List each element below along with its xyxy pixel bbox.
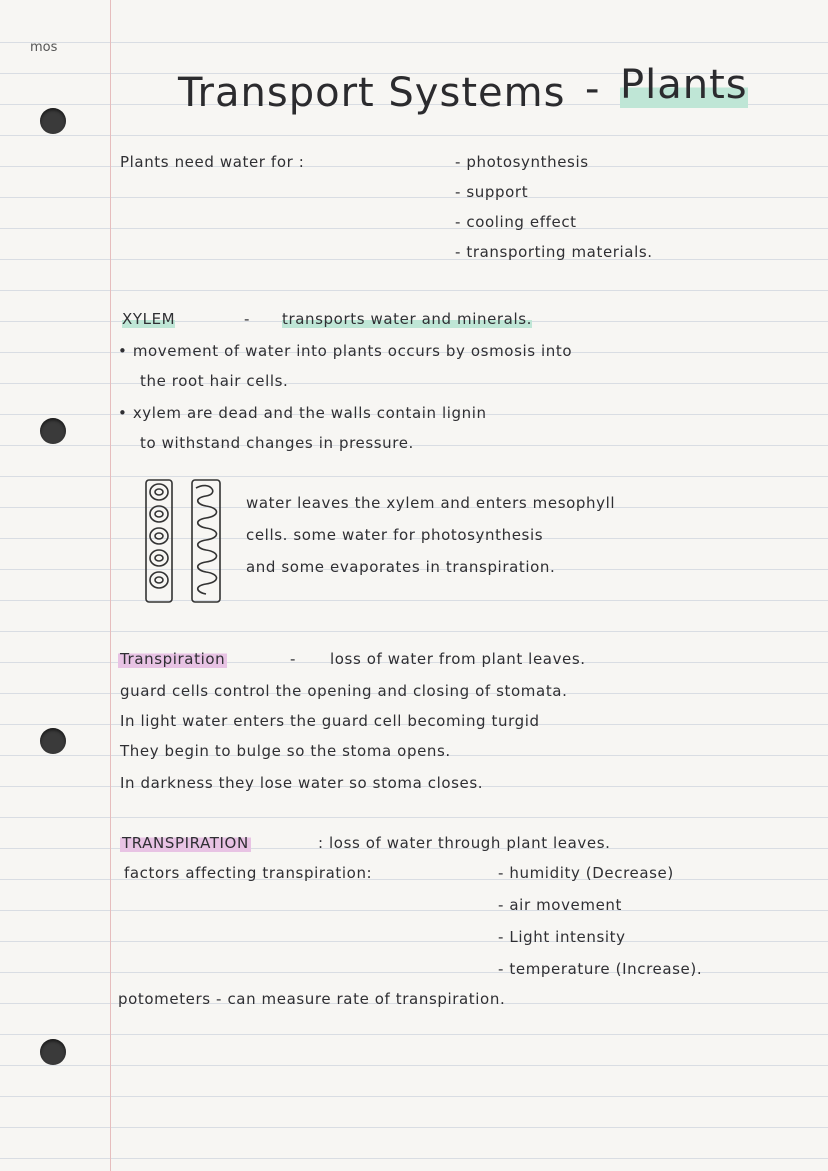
diagram-caption: and some evaporates in transpiration.	[246, 558, 556, 576]
intro-item: - support	[455, 183, 529, 201]
title-subject: Plants	[620, 62, 748, 108]
factors-heading-desc: : loss of water through plant leaves.	[318, 834, 611, 852]
transpiration-text: In light water enters the guard cell becoming turgid	[120, 712, 540, 730]
xylem-vessel-drawing	[140, 476, 230, 606]
transpiration-text: They begin to bulge so the stoma opens.	[120, 742, 451, 760]
title-dash: -	[585, 66, 601, 112]
intro-item: - cooling effect	[455, 213, 577, 231]
transpiration-text: In darkness they lose water so stoma closes.	[120, 774, 484, 792]
xylem-text: to withstand changes in pressure.	[140, 434, 414, 452]
factor-item: - air movement	[498, 896, 622, 914]
factor-item: - Light intensity	[498, 928, 626, 946]
xylem-heading-desc: transports water and minerals.	[282, 310, 533, 328]
xylem-dash: -	[244, 310, 251, 328]
corner-tag: mos	[30, 40, 58, 55]
xylem-text: • movement of water into plants occurs by osmosis into	[118, 342, 573, 360]
factors-heading: TRANSPIRATION	[122, 834, 249, 852]
factor-item: - temperature (Increase).	[498, 960, 703, 978]
transpiration-heading: Transpiration	[120, 650, 226, 668]
page-title: Transport Systems	[178, 70, 566, 116]
punch-hole	[40, 1039, 66, 1065]
punch-hole	[40, 728, 66, 754]
intro-item: - photosynthesis	[455, 153, 589, 171]
diagram-caption: cells. some water for photosynthesis	[246, 526, 544, 544]
transpiration-text: guard cells control the opening and closing of stomata.	[120, 682, 568, 700]
diagram-caption: water leaves the xylem and enters mesophyll	[246, 494, 616, 512]
factors-lead: factors affecting transpiration:	[124, 864, 373, 882]
margin-line	[110, 0, 111, 1171]
xylem-heading: XYLEM	[122, 310, 176, 328]
punch-hole	[40, 418, 66, 444]
xylem-text: • xylem are dead and the walls contain lignin	[118, 404, 487, 422]
transpiration-dash: -	[290, 650, 297, 668]
xylem-text: the root hair cells.	[140, 372, 289, 390]
intro-item: - transporting materials.	[455, 243, 653, 261]
factor-item: - humidity (Decrease)	[498, 864, 674, 882]
punch-hole	[40, 108, 66, 134]
intro-lead: Plants need water for :	[120, 153, 305, 171]
potometer-note: potometers - can measure rate of transpiration.	[118, 990, 506, 1008]
transpiration-heading-desc: loss of water from plant leaves.	[330, 650, 586, 668]
